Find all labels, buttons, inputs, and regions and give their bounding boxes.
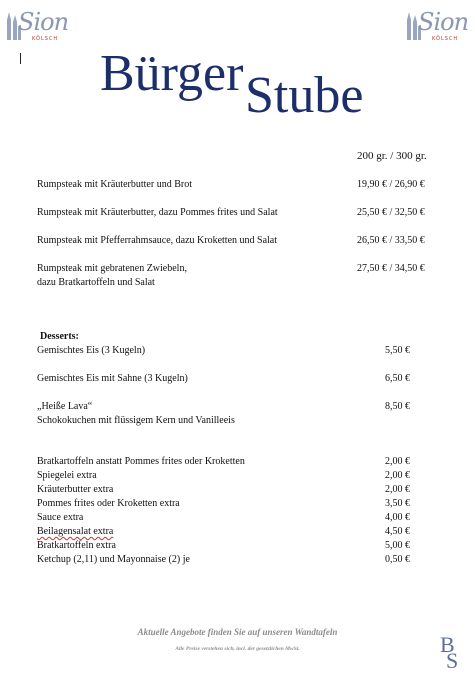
dessert-price: 5,50 €: [385, 345, 410, 356]
extra-name: Bratkartoffeln anstatt Pommes frites oder Kroketten: [37, 456, 245, 467]
monogram-b: B: [440, 632, 455, 657]
extra-price: 5,00 €: [385, 540, 410, 551]
extra-name: Beilagensalat extra: [37, 526, 114, 537]
steak-name: Rumpsteak mit Pfefferrahmsauce, dazu Kroketten und Salat: [37, 235, 278, 246]
extra-name: Ketchup (2,11) und Mayonnaise (2) je: [37, 554, 190, 565]
steak-price: 26,50 € / 33,50 €: [357, 235, 425, 246]
steak-name: Rumpsteak mit Kräuterbutter, dazu Pommes frites und Salat: [37, 207, 278, 218]
dessert-name: Gemischtes Eis (3 Kugeln): [37, 345, 146, 356]
extra-price: 4,00 €: [385, 512, 410, 523]
logo-wordmark: Sion: [418, 8, 469, 36]
title-part-2: Stube: [245, 67, 364, 124]
extra-name: Bratkartoffeln extra: [37, 540, 116, 551]
weights-header: 200 gr. / 300 gr.: [357, 150, 427, 162]
title-part-1: Bürger: [100, 45, 244, 102]
text-cursor: [20, 53, 21, 64]
logo-subtext: KÖLSCH: [32, 36, 59, 42]
steak-name-line-2: dazu Bratkartoffeln und Salat: [37, 277, 155, 288]
logo-wordmark: Sion: [18, 8, 69, 36]
extra-name: Kräuterbutter extra: [37, 484, 114, 495]
sion-logo-right: [404, 6, 472, 46]
monogram-s: S: [446, 648, 459, 673]
extra-price: 4,50 €: [385, 526, 410, 537]
steak-name: Rumpsteak mit gebratenen Zwiebeln,: [37, 263, 187, 274]
steak-price: 27,50 € / 34,50 €: [357, 263, 425, 274]
steak-price: 25,50 € / 32,50 €: [357, 207, 425, 218]
desserts-heading: Desserts:: [40, 331, 79, 342]
extra-name: Spiegelei extra: [37, 470, 97, 481]
bs-monogram-logo: [440, 632, 468, 674]
extra-price: 3,50 €: [385, 498, 410, 509]
steak-name: Rumpsteak mit Kräuterbutter und Brot: [37, 179, 192, 190]
footer-tax-note: Alle Preise verstehen sich, incl. der gesetzlichen MwSt.: [175, 646, 300, 652]
dessert-name: Gemischtes Eis mit Sahne (3 Kugeln): [37, 373, 188, 384]
page-title: [100, 44, 390, 124]
extra-price: 0,50 €: [385, 554, 410, 565]
extra-name: Pommes frites oder Kroketten extra: [37, 498, 180, 509]
extra-name: Sauce extra: [37, 512, 84, 523]
dessert-price: 8,50 €: [385, 401, 410, 412]
dessert-price: 6,50 €: [385, 373, 410, 384]
dessert-name: „Heiße Lava“: [37, 401, 93, 412]
sion-logo-left: [4, 6, 72, 46]
extra-price: 2,00 €: [385, 470, 410, 481]
steak-price: 19,90 € / 26,90 €: [357, 179, 425, 190]
extra-price: 2,00 €: [385, 456, 410, 467]
logo-subtext: KÖLSCH: [432, 36, 459, 42]
dessert-name-line-2: Schokokuchen mit flüssigem Kern und Vanilleeis: [37, 415, 235, 426]
footer-offers-note: Aktuelle Angebote finden Sie auf unseren Wandtafeln: [137, 627, 338, 637]
extra-price: 2,00 €: [385, 484, 410, 495]
